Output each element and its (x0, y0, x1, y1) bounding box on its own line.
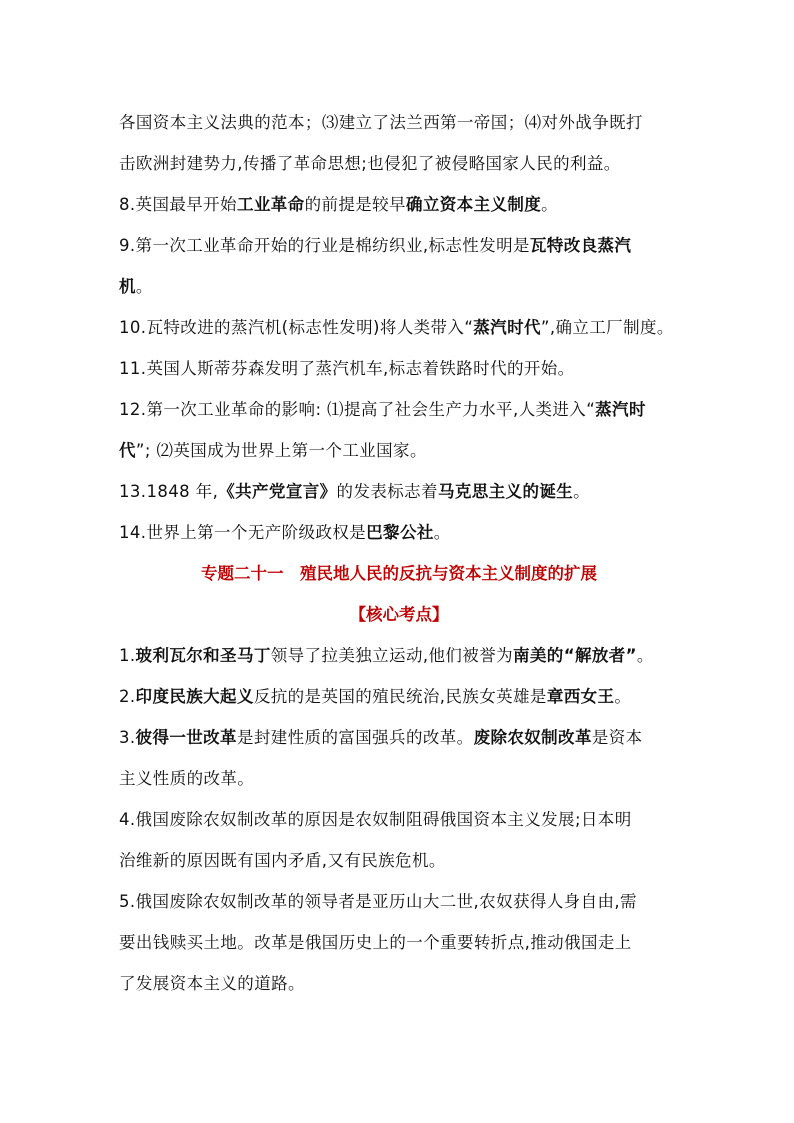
text-line: 代”; ⑵英国成为世界上第一个工业国家。 (119, 441, 427, 460)
item-8: 8.英国最早开始工业革命的前提是较早确立资本主义制度。 (119, 195, 559, 214)
item-12: 12.第一次工业革命的影响: ⑴提高了社会生产力水平,人类进入“蒸汽时 (119, 400, 646, 419)
text-line: 各国资本主义法典的范本；⑶建立了法兰西第一帝国；⑷对外战争既打 (119, 113, 643, 132)
point-3: 3.彼得一世改革是封建性质的富国强兵的改革。废除农奴制改革是资本 (119, 728, 643, 747)
text-line: 了发展资本主义的道路。 (119, 974, 305, 993)
text-line: 击欧洲封建势力,传播了革命思想;也侵犯了被侵略国家人民的利益。 (119, 154, 621, 173)
item-14: 14.世界上第一个无产阶级政权是巴黎公社。 (119, 523, 451, 542)
section-title: 专题二十一 殖民地人民的反抗与资本主义制度的扩展 (201, 564, 597, 583)
item-11: 11.英国人斯蒂芬森发明了蒸汽机车,标志着铁路时代的开始。 (119, 359, 575, 378)
text-line: 治维新的原因既有国内矛盾,又有民族危机。 (119, 851, 446, 870)
point-4: 4.俄国废除农奴制改革的原因是农奴制阻碍俄国资本主义发展;日本明 (119, 810, 632, 829)
item-10: 10.瓦特改进的蒸汽机(标志性发明)将人类带入“蒸汽时代”,确立工厂制度。 (119, 318, 674, 337)
document-body (119, 102, 679, 1004)
point-2: 2.印度民族大起义反抗的是英国的殖民统治,民族女英雄是章西女王。 (119, 687, 632, 706)
section-subtitle: 【核心考点】 (349, 605, 449, 624)
item-9: 9.第一次工业革命开始的行业是棉纺织业,标志性发明是瓦特改良蒸汽 (119, 236, 632, 255)
text-line: 要出钱赎买土地。改革是俄国历史上的一个重要转折点,推动俄国走上 (119, 933, 632, 952)
item-13: 13.1848 年,《共产党宣言》的发表标志着马克思主义的诞生。 (119, 482, 591, 501)
text-line: 机。 (119, 277, 153, 296)
point-5: 5.俄国废除农奴制改革的领导者是亚历山大二世,农奴获得人身自由,需 (119, 892, 637, 911)
point-1: 1.玻利瓦尔和圣马丁领导了拉美独立运动,他们被誉为南美的“解放者”。 (119, 646, 654, 665)
text-line: 主义性质的改革。 (119, 769, 255, 788)
